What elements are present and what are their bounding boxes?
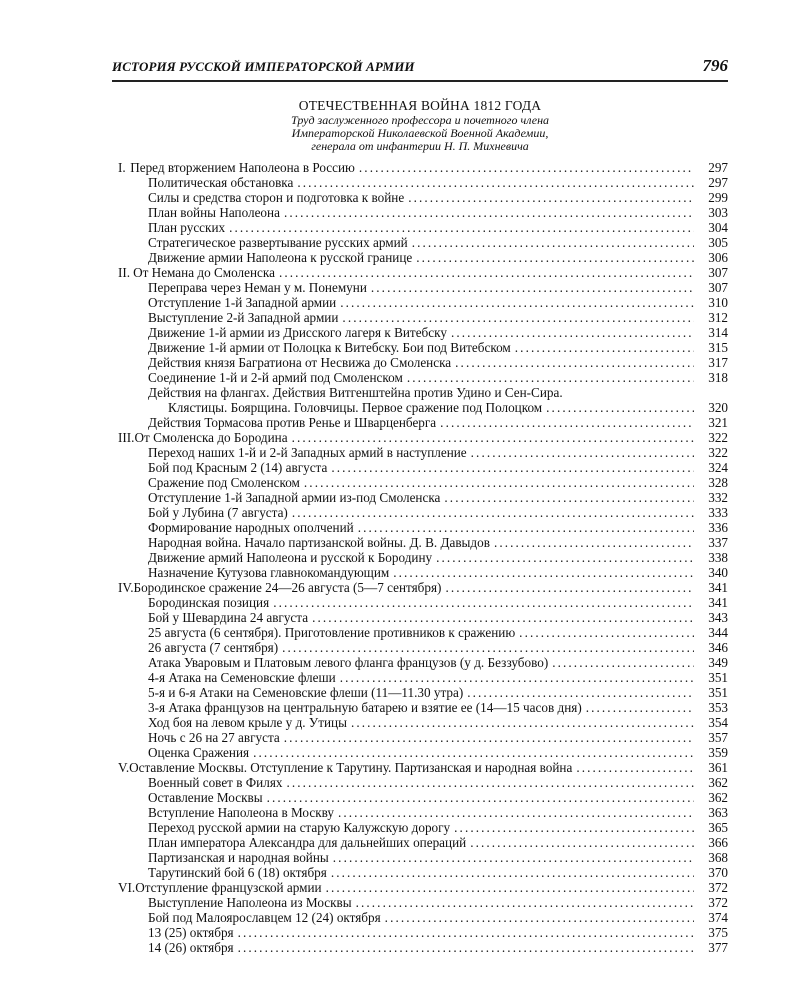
toc-entry-label: Выступление Наполеона из Москвы (148, 895, 352, 910)
toc-dot-leader (340, 295, 694, 310)
toc-page-number: 362 (708, 790, 728, 805)
toc-section-entry (112, 445, 728, 460)
toc-dot-leader (284, 730, 694, 745)
toc-section-entry (112, 205, 728, 220)
toc-entry-label: Действия князя Багратиона от Несвижа до Смоленска (148, 355, 452, 370)
toc-page-number: 333 (708, 505, 728, 520)
toc-chapter-number: III. (118, 430, 135, 445)
toc-entry-label: 4-я Атака на Семеновские флеши (148, 670, 336, 685)
toc-section-entry (112, 550, 728, 565)
toc-dot-leader (586, 700, 694, 715)
toc-page-number: 341 (708, 595, 728, 610)
toc-page-number: 322 (708, 445, 728, 460)
toc-dot-leader (436, 550, 694, 565)
toc-dot-leader (546, 400, 694, 415)
toc-chapter-number: IV. (118, 580, 134, 595)
toc-page-number: 328 (708, 475, 728, 490)
toc-dot-leader (292, 430, 694, 445)
toc-section-entry (112, 775, 728, 790)
toc-dot-leader (292, 505, 694, 520)
toc-dot-leader (445, 580, 694, 595)
toc-section-entry (112, 325, 728, 340)
running-header (112, 56, 728, 82)
toc-dot-leader (284, 205, 694, 220)
toc-section-entry (112, 385, 728, 400)
toc-section-entry (112, 865, 728, 880)
table-of-contents (112, 160, 728, 955)
toc-page-number: 365 (708, 820, 728, 835)
toc-page-number: 317 (708, 355, 728, 370)
toc-page-number: 297 (708, 175, 728, 190)
toc-entry-label: Клястицы. Боярщина. Головчицы. Первое сражение под Полоцком (168, 400, 543, 415)
toc-page-number: 366 (708, 835, 728, 850)
toc-page-number: 314 (708, 325, 728, 340)
toc-section-entry (112, 790, 728, 805)
toc-section-entry (112, 715, 728, 730)
toc-dot-leader (494, 535, 694, 550)
toc-section-entry (112, 730, 728, 745)
toc-entry-label: Движение 1-й армии от Полоцка к Витебску. Бои под Витебском (148, 340, 511, 355)
toc-section-entry (112, 805, 728, 820)
toc-page-number: 370 (708, 865, 728, 880)
toc-entry-label: План русских (148, 220, 226, 235)
toc-page-number: 336 (708, 520, 728, 535)
toc-section-entry (112, 745, 728, 760)
toc-page-number: 306 (708, 250, 728, 265)
toc-entry-label: Движение армий Наполеона и русской к Бородину (148, 550, 433, 565)
toc-page-number: 359 (708, 745, 728, 760)
toc-entry-label: Тарутинский бой 6 (18) октября (148, 865, 327, 880)
toc-page-number: 351 (708, 670, 728, 685)
toc-section-entry (112, 835, 728, 850)
toc-dot-leader (519, 625, 694, 640)
toc-dot-leader (385, 910, 694, 925)
toc-page-number: 363 (708, 805, 728, 820)
toc-entry-label: План императора Александра для дальнейших операций (148, 835, 467, 850)
toc-dot-leader (267, 790, 694, 805)
subtitle-line: генерала от инфантерии Н. П. Михневича (311, 139, 529, 153)
toc-dot-leader (393, 565, 694, 580)
toc-entry-label: Отступление 1-й Западной армии из-под Смоленска (148, 490, 441, 505)
toc-page-number: 340 (708, 565, 728, 580)
toc-page-number: 304 (708, 220, 728, 235)
toc-dot-leader (408, 190, 694, 205)
toc-dot-leader (338, 805, 694, 820)
toc-section-entry (112, 415, 728, 430)
toc-page-number: 320 (708, 400, 728, 415)
toc-section-entry (112, 250, 728, 265)
toc-section-entry (112, 655, 728, 670)
toc-page-number: 357 (708, 730, 728, 745)
toc-dot-leader (326, 880, 694, 895)
toc-section-entry (112, 295, 728, 310)
toc-entry-label: План войны Наполеона (148, 205, 280, 220)
toc-entry-label: Народная война. Начало партизанской войны. Д. В. Давыдов (148, 535, 490, 550)
toc-dot-leader (470, 835, 694, 850)
running-title: ИСТОРИЯ РУССКОЙ ИМПЕРАТОРСКОЙ АРМИИ (112, 59, 415, 74)
toc-dot-leader (273, 595, 694, 610)
toc-dot-leader (238, 925, 694, 940)
toc-page-number: 338 (708, 550, 728, 565)
toc-section-entry (112, 850, 728, 865)
toc-entry-label: Назначение Кутузова главнокомандующим (148, 565, 390, 580)
toc-page-number: 362 (708, 775, 728, 790)
document-title: ОТЕЧЕСТВЕННАЯ ВОЙНА 1812 ГОДА (298, 98, 542, 113)
toc-section-entry (112, 490, 728, 505)
toc-section-entry (112, 565, 728, 580)
toc-entry-label: 26 августа (7 сентября) (148, 640, 279, 655)
toc-page-number: 315 (708, 340, 728, 355)
toc-section-entry (112, 670, 728, 685)
toc-entry-label: Перед вторжением Наполеона в Россию (130, 160, 355, 175)
toc-chapter-entry (112, 880, 728, 895)
toc-page-number: 344 (708, 625, 728, 640)
toc-section-entry (112, 895, 728, 910)
toc-entry-label: Формирование народных ополчений (148, 520, 354, 535)
toc-dot-leader (304, 475, 694, 490)
toc-dot-leader (471, 445, 694, 460)
toc-dot-leader (407, 370, 694, 385)
toc-section-entry (112, 190, 728, 205)
toc-page-number: 346 (708, 640, 728, 655)
toc-page-number: 332 (708, 490, 728, 505)
toc-entry-label: Ночь с 26 на 27 августа (148, 730, 280, 745)
toc-entry-label: Переход русской армии на старую Калужскую дорогу (148, 820, 451, 835)
toc-dot-leader (356, 895, 694, 910)
toc-entry-label: Выступление 2-й Западной армии (148, 310, 339, 325)
toc-chapter-entry (112, 760, 728, 775)
toc-chapter-entry (112, 430, 728, 445)
page-number: 796 (702, 56, 728, 75)
toc-dot-leader (552, 655, 694, 670)
toc-section-entry (112, 460, 728, 475)
toc-entry-label: Оставление Москвы. Отступление к Тарутину. Партизанская и народная война (129, 760, 573, 775)
toc-dot-leader (253, 745, 694, 760)
toc-dot-leader (444, 490, 694, 505)
toc-entry-label: От Смоленска до Бородина (134, 430, 288, 445)
toc-dot-leader (229, 220, 694, 235)
toc-page-number: 307 (708, 280, 728, 295)
toc-page-number: 318 (708, 370, 728, 385)
toc-entry-label: Переправа через Неман у м. Понемуни (148, 280, 367, 295)
toc-entry-label: Силы и средства сторон и подготовка к войне (148, 190, 405, 205)
toc-entry-label: Атака Уваровым и Платовым левого фланга французов (у д. Беззубово) (148, 655, 549, 670)
toc-entry-label: Политическая обстановка (148, 175, 294, 190)
toc-section-entry (112, 820, 728, 835)
toc-section-entry (112, 175, 728, 190)
toc-chapter-number: VI. (118, 880, 136, 895)
toc-dot-leader (515, 340, 694, 355)
toc-page-number: 297 (708, 160, 728, 175)
toc-entry-label: Вступление Наполеона в Москву (148, 805, 334, 820)
toc-entry-label: 3-я Атака французов на центральную батарею и взятие ее (14—15 часов дня) (148, 700, 582, 715)
toc-entry-label: Партизанская и народная войны (148, 850, 329, 865)
toc-section-entry (112, 925, 728, 940)
subtitle-line: Императорской Николаевской Военной Академии, (291, 126, 549, 140)
toc-dot-leader (358, 520, 694, 535)
toc-page-number: 349 (708, 655, 728, 670)
toc-entry-label: Оценка Сражения (148, 745, 250, 760)
toc-page-number: 368 (708, 850, 728, 865)
toc-entry-label: Бой у Лубина (7 августа) (148, 505, 288, 520)
toc-section-entry (112, 220, 728, 235)
toc-entry-label: Движение армии Наполеона к русской границе (148, 250, 413, 265)
toc-dot-leader (412, 235, 694, 250)
toc-page-number: 372 (708, 895, 728, 910)
toc-dot-leader (359, 160, 694, 175)
toc-entry-label: Бой у Шевардина 24 августа (148, 610, 309, 625)
toc-chapter-entry (112, 265, 728, 280)
toc-page-number: 322 (708, 430, 728, 445)
toc-dot-leader (455, 355, 694, 370)
toc-dot-leader (451, 325, 694, 340)
toc-entry-label: 5-я и 6-я Атаки на Семеновские флеши (11—11.30 утра) (148, 685, 464, 700)
toc-page-number: 372 (708, 880, 728, 895)
toc-dot-leader (331, 865, 694, 880)
toc-entry-label: 25 августа (6 сентября). Приготовление противников к сражению (148, 625, 516, 640)
toc-section-entry (112, 280, 728, 295)
toc-section-entry (112, 235, 728, 250)
toc-dot-leader (342, 310, 694, 325)
toc-page-number: 341 (708, 580, 728, 595)
toc-dot-leader (440, 415, 694, 430)
toc-page-number: 303 (708, 205, 728, 220)
toc-dot-leader (238, 940, 694, 955)
toc-dot-leader (340, 670, 694, 685)
toc-page-number: 305 (708, 235, 728, 250)
toc-dot-leader (312, 610, 694, 625)
toc-page-number: 310 (708, 295, 728, 310)
toc-page-number: 312 (708, 310, 728, 325)
toc-entry-label: Отступление французской армии (135, 880, 322, 895)
toc-dot-leader (467, 685, 694, 700)
toc-chapter-number: II. (118, 265, 131, 280)
subtitle-line: Труд заслуженного профессора и почетного члена (290, 113, 550, 127)
toc-page-number: 375 (708, 925, 728, 940)
toc-entry-label: Переход наших 1-й и 2-й Западных армий в наступление (148, 445, 467, 460)
toc-page-number: 354 (708, 715, 728, 730)
toc-dot-leader (333, 850, 694, 865)
toc-entry-label: Отступление 1-й Западной армии (148, 295, 337, 310)
toc-dot-leader (282, 640, 694, 655)
toc-page-number: 353 (708, 700, 728, 715)
toc-entry-label: Бой под Красным 2 (14) августа (148, 460, 328, 475)
toc-section-entry (112, 685, 728, 700)
toc-entry-label: Бородинское сражение 24—26 августа (5—7 сентября) (133, 580, 442, 595)
toc-chapter-number: V. (118, 760, 130, 775)
toc-section-entry (112, 475, 728, 490)
toc-entry-label: 13 (25) октября (148, 925, 234, 940)
toc-entry-label: Бородинская позиция (148, 595, 270, 610)
toc-entry-label: Сражение под Смоленском (148, 475, 300, 490)
toc-entry-label: Бой под Малоярославцем 12 (24) октября (148, 910, 381, 925)
toc-entry-label: Ход боя на левом крыле у д. Утицы (148, 715, 347, 730)
toc-page-number: 299 (708, 190, 728, 205)
toc-page-number: 377 (708, 940, 728, 955)
toc-section-entry (112, 310, 728, 325)
toc-section-entry (112, 370, 728, 385)
toc-section-entry (112, 940, 728, 955)
toc-entry-label: Оставление Москвы (148, 790, 263, 805)
toc-dot-leader (371, 280, 694, 295)
toc-section-entry (112, 535, 728, 550)
toc-dot-leader (286, 775, 694, 790)
toc-dot-leader (297, 175, 694, 190)
toc-section-entry (112, 520, 728, 535)
toc-entry-label: Движение 1-й армии из Дрисского лагеря к Витебску (148, 325, 447, 340)
toc-page-number: 351 (708, 685, 728, 700)
title-block (112, 98, 728, 153)
toc-section-entry (112, 340, 728, 355)
toc-entry-label: Стратегическое развертывание русских армий (148, 235, 408, 250)
toc-entry-label: Военный совет в Филях (148, 775, 283, 790)
toc-entry-label: От Немана до Смоленска (133, 265, 275, 280)
toc-page-number: 324 (708, 460, 728, 475)
toc-section-entry (112, 625, 728, 640)
toc-entry-label: Действия Тормасова против Ренье и Шварценберга (148, 415, 437, 430)
toc-page-number: 374 (708, 910, 728, 925)
toc-dot-leader (454, 820, 694, 835)
toc-page-number: 361 (708, 760, 728, 775)
toc-section-entry (112, 910, 728, 925)
toc-page-number: 321 (708, 415, 728, 430)
toc-section-entry (112, 610, 728, 625)
toc-dot-leader (576, 760, 694, 775)
toc-dot-leader (351, 715, 694, 730)
toc-dot-leader (416, 250, 694, 265)
toc-entry-label: Соединение 1-й и 2-й армий под Смоленском (148, 370, 403, 385)
toc-page-number: 343 (708, 610, 728, 625)
toc-section-entry (112, 640, 728, 655)
toc-page-number: 337 (708, 535, 728, 550)
toc-entry-label: 14 (26) октября (148, 940, 234, 955)
toc-dot-leader (279, 265, 694, 280)
toc-section-entry (112, 700, 728, 715)
toc-section-entry (112, 355, 728, 370)
toc-section-entry (112, 505, 728, 520)
toc-entry-label: Действия на флангах. Действия Витгенштейна против Удино и Сен-Сира. (148, 385, 563, 400)
toc-dot-leader (331, 460, 694, 475)
toc-chapter-entry (112, 580, 728, 595)
toc-page-number: 307 (708, 265, 728, 280)
toc-section-entry (112, 595, 728, 610)
toc-section-entry (112, 400, 728, 415)
toc-chapter-entry (112, 160, 728, 175)
toc-chapter-number: I. (118, 160, 126, 175)
